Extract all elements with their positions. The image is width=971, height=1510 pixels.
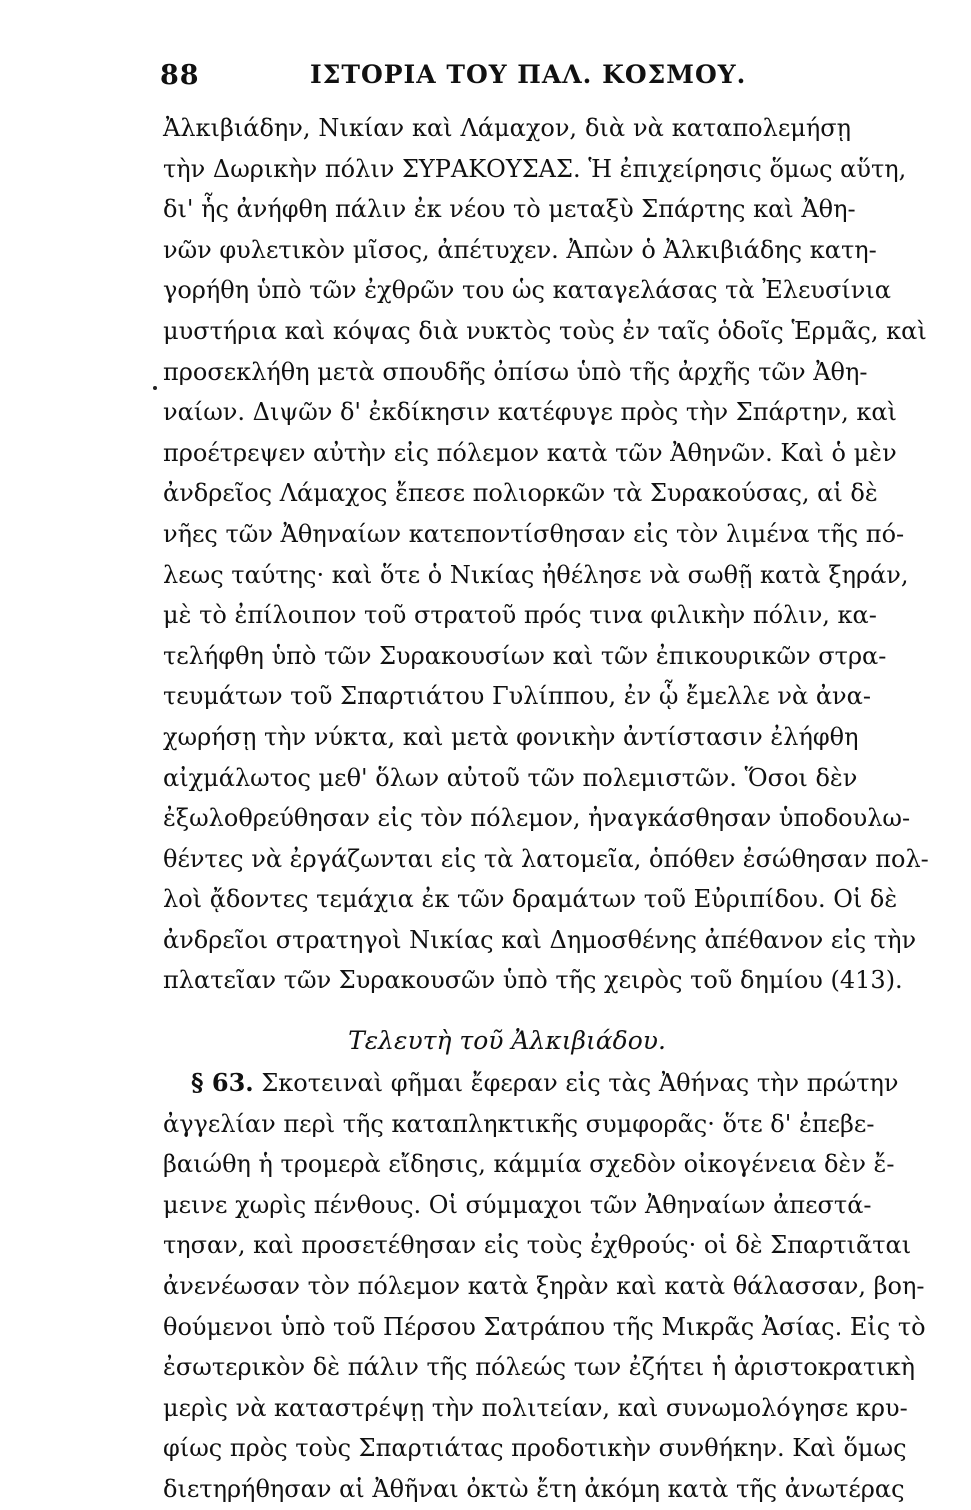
text-line: μερὶς νὰ καταστρέψῃ τὴν πολιτείαν, καὶ συνωμολόγησε κρυ- [163, 1393, 908, 1422]
text-line: ναίων. Διψῶν δ' ἐκδίκησιν κατέφυγε πρὸς τὴν Σπάρτην, καὶ [163, 398, 897, 427]
text-line: ἀνδρεῖος Λάμαχος ἔπεσε πολιορκῶν τὰ Συρακούσας, αἱ δὲ [163, 479, 878, 508]
text-line: λοὶ ᾄδοντες τεμάχια ἐκ τῶν δραμάτων τοῦ Εὐριπίδου. Οἱ δὲ [163, 885, 898, 914]
text-block [163, 108, 929, 1510]
section-first-line [163, 1063, 899, 1104]
text-line: τησαν, καὶ προσετέθησαν εἰς τοὺς ἐχθρούς· οἱ δὲ Σπαρτιᾶται [163, 1231, 912, 1260]
text-line: ἀγγελίαν περὶ τῆς καταπληκτικῆς συμφορᾶς· ὅτε δ' ἐπεβε- [163, 1109, 875, 1138]
section-number: § 63. [191, 1068, 254, 1098]
page-number: 88 [160, 60, 200, 91]
print-speck [153, 386, 157, 390]
text-line: Ἀλκιβιάδην, Νικίαν καὶ Λάμαχον, διὰ νὰ καταπολεμήσῃ [163, 114, 851, 142]
running-head [160, 60, 850, 96]
section-heading: Τελευτὴ τοῦ Ἀλκιβιάδου. [348, 1026, 666, 1056]
text-line: λεως ταύτης· καὶ ὅτε ὁ Νικίας ἠθέλησε νὰ σωθῇ κατὰ ξηράν, [163, 560, 909, 589]
text-line: προέτρεψεν αὐτὴν εἰς πόλεμον κατὰ τῶν Ἀθηνῶν. Καὶ ὁ μὲν [163, 438, 897, 467]
text-line: τὴν Δωρικὴν πόλιν ΣΥΡΑΚΟΥΣΑΣ. Ἡ ἐπιχείρησις ὅμως αὕτη, [163, 154, 907, 183]
text-line: νῆες τῶν Ἀθηναίων κατεποντίσθησαν εἰς τὸν λιμένα τῆς πό- [163, 519, 905, 548]
text-line: νῶν φυλετικὸν μῖσος, ἀπέτυχεν. Ἀπὼν ὁ Ἀλκιβιάδης κατη- [163, 235, 877, 264]
text-line: βαιώθη ἡ τρομερὰ εἴδησις, κάμμία σχεδὸν οἰκογένεια δὲν ἔ- [163, 1150, 895, 1179]
text-line: φίως πρὸς τοὺς Σπαρτιάτας προδοτικὴν συνθήκην. Καὶ ὅμως [163, 1434, 907, 1463]
text-line: τευμάτων τοῦ Σπαρτιάτου Γυλίππου, ἐν ᾧ ἔμελλε νὰ ἀνα- [163, 682, 871, 711]
text-line: ἀνενέωσαν τὸν πόλεμον κατὰ ξηρὰν καὶ κατὰ θάλασσαν, βοη- [163, 1272, 925, 1301]
text-line: αἰχμάλωτος μεθ' ὅλων αὐτοῦ τῶν πολεμιστῶν. Ὅσοι δὲν [163, 763, 858, 792]
text-line: μυστήρια καὶ κόψας διὰ νυκτὸς τοὺς ἐν ταῖς ὁδοῖς Ἑρμᾶς, καὶ [163, 316, 927, 345]
text-line: ἐξωλοθρεύθησαν εἰς τὸν πόλεμον, ἠναγκάσθησαν ὑποδουλω- [163, 804, 911, 833]
text-line: μὲ τὸ ἐπίλοιπον τοῦ στρατοῦ πρός τινα φιλικὴν πόλιν, κα- [163, 601, 877, 630]
text-line: ἀνδρεῖοι στρατηγοὶ Νικίας καὶ Δημοσθένης ἀπέθανον εἰς τὴν [163, 925, 917, 954]
text-line: χωρήσῃ τὴν νύκτα, καὶ μετὰ φονικὴν ἀντίστασιν ἐλήφθη [163, 722, 859, 751]
section-first-line-text: Σκοτειναὶ φῆμαι ἔφεραν εἰς τὰς Ἀθήνας τὴν πρώτην [261, 1069, 899, 1098]
text-line: πλατεῖαν τῶν Συρακουσῶν ὑπὸ τῆς χειρὸς τοῦ δημίου (413). [163, 966, 903, 995]
text-line: ἐσωτερικὸν δὲ πάλιν τῆς πόλεώς των ἐζήτει ἡ ἀριστοκρατικὴ [163, 1353, 916, 1382]
text-line: μεινε χωρὶς πένθους. Οἱ σύμμαχοι τῶν Ἀθηναίων ἀπεστά- [163, 1190, 872, 1219]
text-line: διετηρήθησαν αἱ Ἀθῆναι ὀκτὼ ἔτη ἀκόμη κατὰ τῆς ἀνωτέρας [163, 1475, 905, 1503]
text-line: γορήθη ὑπὸ τῶν ἐχθρῶν του ὡς καταγελάσας τὰ Ἐλευσίνια [163, 276, 891, 305]
running-title: ΙΣΤΟΡΙΑ ΤΟΥ ΠΑΛ. ΚΟΣΜΟΥ. [310, 60, 747, 89]
text-line: θούμενοι ὑπὸ τοῦ Πέρσου Σατράπου τῆς Μικρᾶς Ἀσίας. Εἰς τὸ [163, 1312, 926, 1341]
text-line: προσεκλήθη μετὰ σπουδῆς ὀπίσω ὑπὸ τῆς ἀρχῆς τῶν Ἀθη- [163, 357, 868, 386]
text-line: τελήφθη ὑπὸ τῶν Συρακουσίων καὶ τῶν ἐπικουρικῶν στρα- [163, 641, 887, 670]
text-line: θέντες νὰ ἐργάζωνται εἰς τὰ λατομεῖα, ὁπόθεν ἐσώθησαν πολ- [163, 844, 929, 873]
text-line: δι' ἧς ἀνήφθη πάλιν ἐκ νέου τὸ μεταξὺ Σπάρτης καὶ Ἀθη- [163, 195, 856, 224]
